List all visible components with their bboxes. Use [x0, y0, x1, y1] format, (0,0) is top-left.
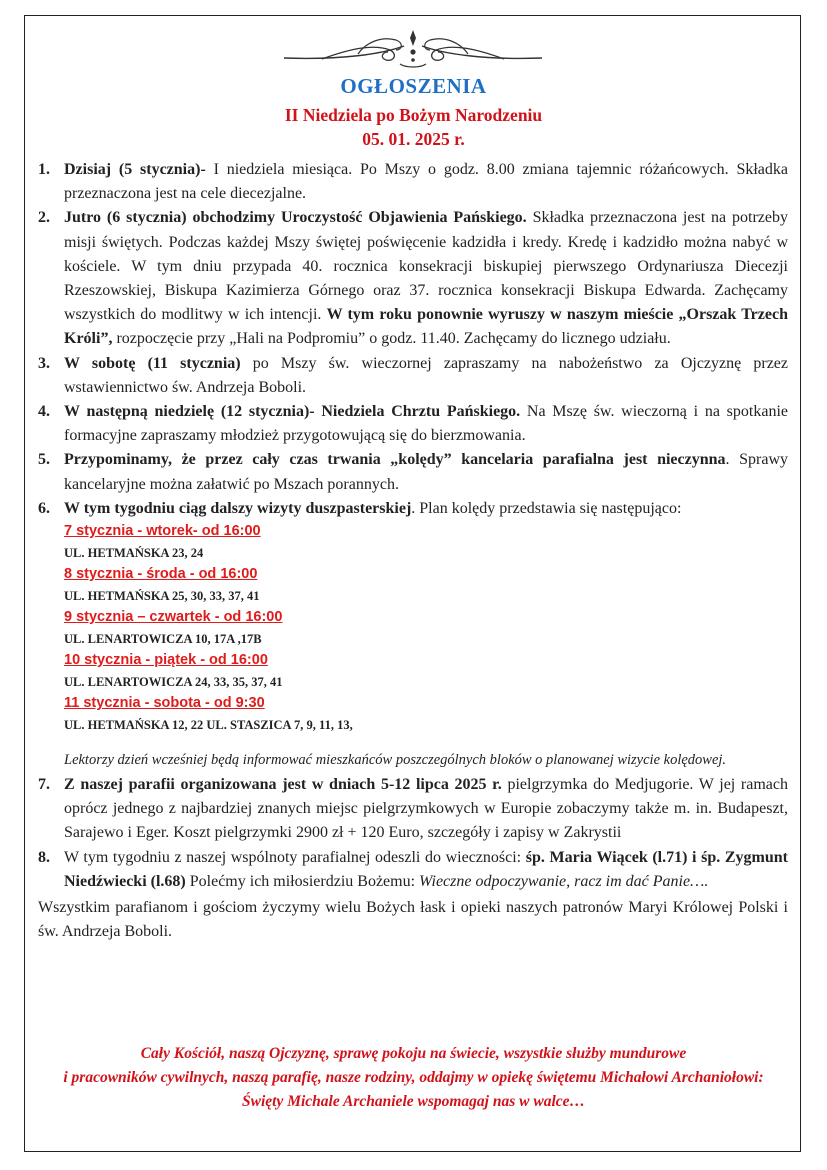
item-body: W tym tygodniu z naszej wspólnoty parafialnej odeszli do wieczności: [64, 848, 526, 866]
item-number: 5. [38, 451, 50, 469]
item-body: Składka przeznaczona jest na potrzeby misji świętych. Podczas każdej Mszy świętej poświęcenie kadzidła i kredy. Kredę i kadzidło można nabyć w kościele. W tym dniu przypada 40. rocznica konsekracji biskupiej pierwszego Ordynariusza Diecezji Rzeszowskiej, Biskupa Kazimierza Górnego oraz 37. rocznica konsekracji Biskupa Edwarda. Zachęcamy wszystkich do modlitwy w ich intencji. [64, 209, 788, 324]
visit-schedule [64, 521, 788, 736]
item-text [64, 497, 788, 521]
schedule-day: 8 stycznia - środa - od 16:00 [64, 566, 258, 583]
item-number: 8. [38, 848, 50, 866]
list-item [38, 448, 788, 496]
item-body: pielgrzymka do Medjugorie. W jej ramach oprócz jednego z najbardziej znanych miejsc pielgrzymkowych w Europie zobaczymy także m. in. Budapeszt, Sarajewo i Eger. Koszt pielgrzymki 2900 zł + 120 Euro, szczegóły i zapisy w Zakrystii [64, 776, 788, 842]
schedule-day: 11 stycznia - sobota - od 9:30 [64, 695, 265, 712]
item-body: po Mszy św. wieczornej zapraszamy na nabożeństwo za Ojczyznę przez wstawiennictwo św. Andrzeja Boboli. [64, 354, 789, 396]
item-text [64, 206, 788, 351]
item-bold: śp. Maria Wiącek (l.71) i śp. Zygmunt Niedźwiecki (l.68) [64, 848, 788, 890]
schedule-address: UL. LENARTOWICZA 10, 17A ,17B [64, 631, 262, 646]
item-text [64, 158, 788, 206]
schedule-address: UL. HETMAŃSKA 12, 22 UL. STASZICA 7, 9, 11, 13, [64, 717, 353, 732]
schedule-day: 7 stycznia - wtorek- od 16:00 [64, 523, 261, 540]
schedule-address: UL. HETMAŃSKA 23, 24 [64, 545, 204, 560]
item-number: 1. [38, 161, 50, 178]
item-text [64, 352, 788, 400]
item-italic: Wieczne odpoczywanie, racz im dać Panie…. [419, 872, 709, 890]
item-number: 2. [38, 209, 50, 227]
item-bold: W tym tygodniu ciąg dalszy wizyty duszpasterskiej [64, 499, 412, 517]
closing-line: Święty Michale Archaniele wspomagaj nas w walce… [241, 1093, 586, 1110]
item-number: 3. [38, 354, 50, 372]
item-bold-2: W tym roku ponownie wyruszy w naszym mieście „Orszak Trzech Króli”, [64, 306, 788, 348]
schedule-address: UL. LENARTOWICZA 24, 33, 35, 37, 41 [64, 674, 283, 689]
item-bold: Przypominamy, że przez cały czas trwania „kolędy” kancelaria parafialna jest nieczynna [64, 451, 726, 469]
item-body-2: Polećmy ich miłosierdziu Bożemu: [185, 872, 420, 890]
item-text [64, 846, 788, 894]
item-number: 4. [38, 403, 50, 421]
schedule-day: 9 stycznia – czwartek - od 16:00 [64, 609, 283, 626]
schedule-address: UL. HETMAŃSKA 25, 30, 33, 37, 41 [64, 588, 260, 603]
list-item [38, 773, 788, 846]
page-date: 05. 01. 2025 r. [362, 129, 465, 149]
list-item [38, 352, 788, 400]
ornament-divider-icon [282, 24, 544, 70]
item-body: . Plan kolędy przedstawia się następująco: [411, 499, 682, 517]
item-bold: W następną niedzielę (12 stycznia)- Niedziela Chrztu Pańskiego. [64, 403, 521, 421]
list-item [38, 846, 788, 894]
wishes-paragraph: Wszystkim parafianom i gościom życzymy wielu Bożych łask i opieki naszych patronów Maryi Królowej Polski i św. Andrzeja Boboli. [38, 899, 788, 941]
item-text [64, 448, 788, 496]
list-item [38, 497, 788, 521]
item-body: . Sprawy kancelaryjne można załatwić po Mszach porannych. [64, 451, 788, 493]
schedule-note: Lektorzy dzień wcześniej będą informować mieszkańców poszczególnych bloków o planowanej wizycie kolędowej. [64, 752, 727, 769]
item-bold: Z naszej parafii organizowana jest w dniach 5-12 lipca 2025 r. [64, 776, 502, 794]
closing-line: Cały Kościół, naszą Ojczyznę, sprawę pokoju na świecie, wszystkie służby mundurowe [140, 1045, 687, 1062]
page-subtitle: II Niedziela po Bożym Narodzeniu [284, 105, 543, 125]
item-bold: Dzisiaj (5 stycznia)- [64, 161, 206, 178]
closing-line: i pracowników cywilnych, naszą parafię, nasze rodziny, oddajmy w opiekę świętemu Michałowi Archaniołowi: [63, 1069, 764, 1086]
page-title: OGŁOSZENIA [340, 74, 487, 98]
item-bold: Jutro (6 stycznia) obchodzimy Uroczystość Objawienia Pańskiego. [64, 209, 527, 227]
item-body: Na Mszę św. wieczorną i na spotkanie formacyjne zapraszamy młodzież przygotowującą się do bierzmowania. [64, 403, 788, 445]
item-number: 6. [38, 499, 50, 517]
closing-prayer [40, 1042, 787, 1114]
list-item [38, 158, 788, 206]
item-text [64, 400, 788, 448]
schedule-day: 10 stycznia - piątek - od 16:00 [64, 652, 268, 669]
list-item [38, 206, 788, 351]
list-item [38, 400, 788, 448]
item-body: I niedziela miesiąca. Po Mszy o godz. 8.00 zmiana tajemnic różańcowych. Składka przeznaczona jest na cele diecezjalne. [64, 161, 789, 203]
item-body-2: rozpoczęcie przy „Hali na Podpromiu” o godz. 11.40. Zachęcamy do licznego udziału. [112, 330, 671, 348]
item-number: 7. [38, 776, 50, 794]
item-text [64, 773, 788, 846]
announcements-list [38, 158, 788, 944]
item-bold: W sobotę (11 stycznia) [64, 354, 241, 372]
